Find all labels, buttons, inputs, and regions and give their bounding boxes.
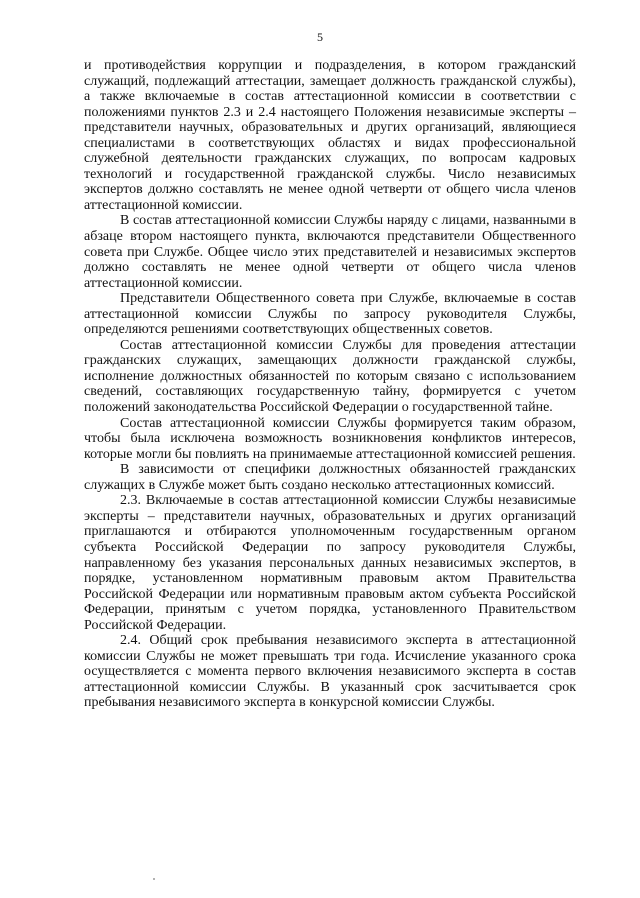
paragraph-2-4: 2.4. Общий срок пребывания независимого эксперта в аттестационной комиссии Службы не может превышать три года. Исчисление указанного срока осуществляется с момента первого включения независимого эксперта в состав аттестационной комиссии Службы. В указанный срок засчитывается срок пребывания независимого эксперта в конкурсной комиссии Службы. — [84, 633, 576, 711]
scan-speck — [153, 878, 155, 880]
paragraph-2-3: 2.3. Включаемые в состав аттестационной комиссии Службы независимые эксперты – представители научных, образовательных и других организаций приглашаются и отбираются уполномоченным государственным органом субъекта Российской Федерации по запросу руководителя Службы, направленному без указания персональных данных независимых экспертов, в порядке, установленном нормативным правовым актом Правительства Российской Федерации или нормативным правовым актом субъекта Российской Федерации, принятым с учетом порядка, установленного Правительством Российской Федерации. — [84, 493, 576, 633]
page-number: 5 — [317, 30, 323, 44]
paragraph-public-council-representatives: Представители Общественного совета при Службе, включаемые в состав аттестационной комиссии Службы по запросу руководителя Службы, определяются решениями соответствующих общественных советов. — [84, 291, 576, 338]
paragraph-conflict-of-interest: Состав аттестационной комиссии Службы формируется таким образом, чтобы была исключена возможность возникновения конфликтов интересов, которые могли бы повлиять на принимаемые аттестационной комиссией решения. — [84, 415, 576, 462]
document-body — [84, 58, 576, 711]
paragraph-state-secret: Состав аттестационной комиссии Службы для проведения аттестации гражданских служащих, замещающих должности гражданской службы, исполнение должностных обязанностей по которым связано с использованием сведений, составляющих государственную тайну, формируется с учетом положений законодательства Российской Федерации о государственной тайне. — [84, 337, 576, 416]
paragraph-continuation: и противодействия коррупции и подразделения, в котором гражданский служащий, подлежащий аттестации, замещает должность гражданской службы), а также включаемые в состав аттестационной комиссии в соответствии с положениями пунктов 2.3 и 2.4 настоящего Положения независимые эксперты – представители научных, образовательных и других организаций, являющиеся специалистами в соответствующих областях и видах профессиональной служебной деятельности гражданских служащих, по вопросам кадровых технологий и государственной гражданской службы. Число независимых экспертов должно составлять не менее одной четверти от общего числа членов аттестационной комиссии. — [84, 58, 576, 213]
paragraph-multiple-commissions: В зависимости от специфики должностных обязанностей гражданских служащих в Службе может быть создано несколько аттестационных комиссий. — [84, 462, 576, 493]
paragraph-public-council-members: В состав аттестационной комиссии Службы наряду с лицами, названными в абзаце втором настоящего пункта, включаются представители Общественного совета при Службе. Общее число этих представителей и независимых экспертов должно составлять не менее одной четверти от общего числа членов аттестационной комиссии. — [84, 213, 576, 291]
